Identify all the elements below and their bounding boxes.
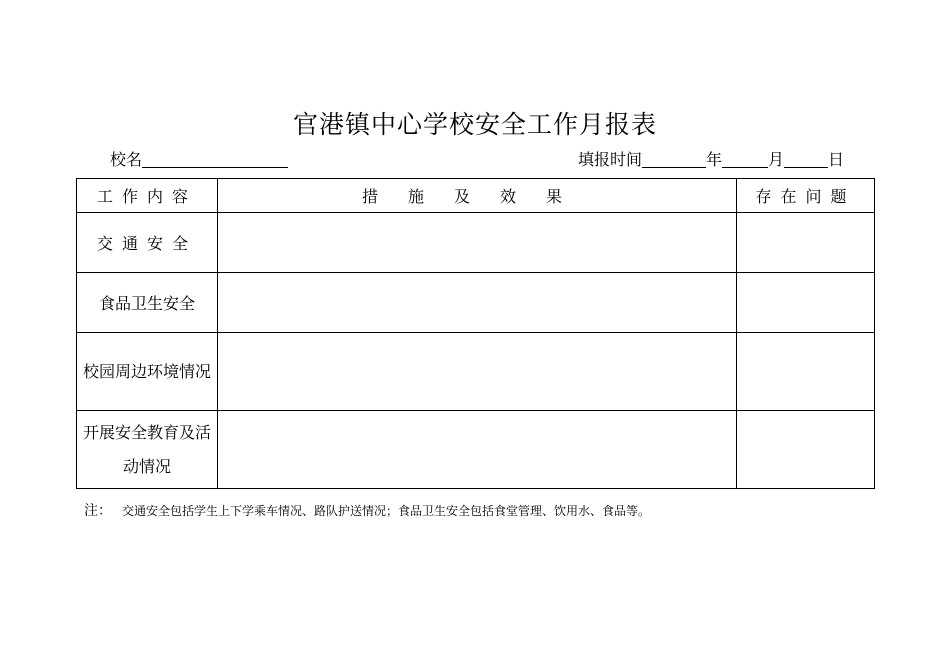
table-row [77,411,875,489]
row-label-traffic-safety: 交通安全 [77,213,218,273]
day-label: 日 [828,150,845,169]
measures-cell-traffic-safety[interactable] [218,213,737,273]
year-label: 年 [706,150,723,169]
footnote-lead: 注： [84,503,112,519]
fill-date-line [578,148,844,172]
problems-cell-safety-education[interactable] [737,411,875,489]
header-problems: 存在问题 [737,179,875,213]
problems-cell-traffic-safety[interactable] [737,213,875,273]
table-row [77,213,875,273]
footnote [84,502,650,520]
footnote-text: 交通安全包括学生上下学乘车情况、路队护送情况；食品卫生安全包括食堂管理、饮用水、食品等。 [122,504,651,518]
safety-report-table [76,178,875,489]
measures-cell-campus-surroundings[interactable] [218,333,737,411]
header-work-content: 工作内容 [77,179,218,213]
school-name-field[interactable] [142,149,288,168]
problems-cell-campus-surroundings[interactable] [737,333,875,411]
table-row [77,273,875,333]
school-name-line [110,148,288,172]
table-row [77,333,875,411]
page-title: 官港镇中心学校安全工作月报表 [292,110,657,139]
school-name-label: 校名 [110,150,143,169]
measures-cell-safety-education[interactable] [218,411,737,489]
year-field[interactable] [642,149,706,168]
row-label-safety-education: 开展安全教育及活动情况 [77,411,218,489]
month-field[interactable] [722,149,768,168]
row-label-campus-surroundings: 校园周边环境情况 [77,333,218,411]
measures-cell-food-hygiene[interactable] [218,273,737,333]
day-field[interactable] [784,149,828,168]
fill-time-label: 填报时间 [578,150,643,169]
header-measures-effect: 措施及效果 [218,179,737,213]
row-label-food-hygiene: 食品卫生安全 [77,273,218,333]
problems-cell-food-hygiene[interactable] [737,273,875,333]
month-label: 月 [768,150,785,169]
table-header-row [77,179,875,213]
